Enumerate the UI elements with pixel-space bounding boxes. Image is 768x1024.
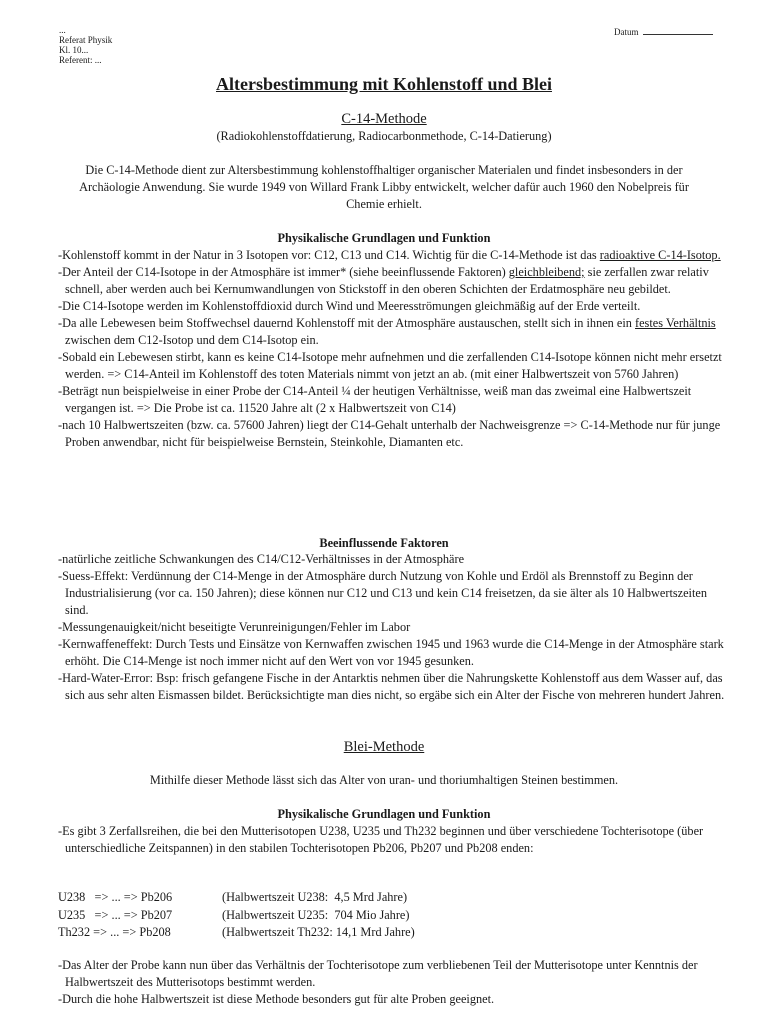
decay-halflife: (Halbwertszeit U238: 4,5 Mrd Jahre) <box>222 890 408 904</box>
blei-heading: Blei-Methode <box>343 739 425 755</box>
datum-label: Datum <box>614 27 639 37</box>
blei-intro: Mithilfe dieser Methode lässt sich das Alter von uran- und thoriumhaltigen Steinen bestimmen. <box>149 773 619 787</box>
header-referent: Referent: ... <box>59 55 102 65</box>
list-item: -Da alle Lebewesen beim Stoffwechsel dauernd Kohlenstoff mit der Atmosphäre austauschen, stellt sich in ihnen ein festes Verhältnis zwischen dem C12-Isotop und dem C14-Isotop ein. <box>58 316 716 347</box>
list-item: -nach 10 Halbwertszeiten (bzw. ca. 57600 Jahren) liegt der C14-Gehalt unterhalb der Nachweisgrenze => C-14-Methode nur für junge Proben anwendbar, nicht für beispielweise Bernstein, Steinkohle, Diamanten etc. <box>58 418 721 449</box>
list-item: -Beträgt nun beispielweise in einer Probe der C14-Anteil ¼ der heutigen Verhältnisse, weiß man das zweimal eine Halbwertszeit vergangen ist. => Die Probe ist ca. 11520 Jahre alt (2 x Halbwertszeit von C14) <box>58 384 692 415</box>
list-item: -Der Anteil der C14-Isotope in der Atmosphäre ist immer* (siehe beeinflussende Faktoren) gleichbleibend; sie zerfallen zwar relativ schnell, aber werden auch bei Kernumwandlungen von Stickstoff in den oberen Schichten der Erdatmosphäre neu gebildet. <box>58 265 709 296</box>
decay-chain: U238 => ... => Pb206 <box>58 890 173 904</box>
decay-halflife: (Halbwertszeit Th232: 14,1 Mrd Jahre) <box>222 925 415 939</box>
decay-row <box>58 924 718 942</box>
list-item: -Messungenauigkeit/nicht beseitigte Verunreinigungen/Fehler im Labor <box>58 620 411 634</box>
header-info <box>59 25 112 65</box>
c14-grundlagen-list <box>58 247 730 451</box>
c14-aliases: (Radiokohlenstoffdatierung, Radiocarbonmethode, C-14-Datierung) <box>216 129 552 143</box>
header-subject: Referat Physik <box>59 35 113 45</box>
list-item: -Das Alter der Probe kann nun über das Verhältnis der Tochterisotope zum verbliebenen Teil der Mutterisotope unter Kenntnis der Halbwertszeit des Mutterisotops bestimmt werden. <box>58 958 698 989</box>
c14-intro: Die C-14-Methode dient zur Altersbestimmung kohlenstoffhaltiger organischer Materialen und findet insbesonders in der Archäologie Anwendung. Sie wurde 1949 von Willard Frank Libby entwickelt, welcher dafür auch 1960 den Nobelpreis für Chemie erhielt. <box>79 163 689 211</box>
c14-faktoren-heading: Beeinflussende Faktoren <box>319 536 449 550</box>
c14-grundlagen-heading: Physikalische Grundlagen und Funktion <box>277 231 491 245</box>
list-item: -Hard-Water-Error: Bsp: frisch gefangene Fische in der Antarktis nehmen über die Nahrungskette Kohlenstoff aus dem Wasser auf, das sich aus sehr alten Eismassen bildet. Berücksichtigte man dies nicht, so ergäbe sich ein Alter der Fische von mehreren hundert Jahren. <box>58 671 725 702</box>
header-dots: ... <box>59 25 66 35</box>
header-class: Kl. 10... <box>59 45 89 55</box>
list-item: -Kernwaffeneffekt: Durch Tests und Einsätze von Kernwaffen zwischen 1945 und 1963 wurde die C14-Menge in der Atmosphäre stark erhöht. Die C14-Menge ist noch immer nicht auf den Wert von vor 1945 gesunken. <box>58 637 724 668</box>
blei-ergebnis-list <box>58 957 730 1008</box>
decay-row <box>58 889 718 907</box>
blei-grundlagen-heading: Physikalische Grundlagen und Funktion <box>277 807 491 821</box>
decay-halflife: (Halbwertszeit U235: 704 Mio Jahre) <box>222 907 410 922</box>
datum-line <box>643 26 713 35</box>
list-item: -Suess-Effekt: Verdünnung der C14-Menge in der Atmosphäre durch Nutzung von Kohle und Erdöl als Brennstoff zu Beginn der Industrialisierung (vor ca. 150 Jahren); diese können nur C12 und C13 und kein C14 freisetzen, da sie älter als 10 Halbwertszeiten sind. <box>58 569 707 617</box>
list-item: -Kohlenstoff kommt in der Natur in 3 Isotopen vor: C12, C13 und C14. Wichtig für die C-14-Methode ist das radioaktive C-14-Isotop. <box>58 248 721 262</box>
c14-heading: C-14-Methode <box>341 111 427 127</box>
list-item: -Die C14-Isotope werden im Kohlenstoffdioxid durch Wind und Meeresströmungen gleichmäßig auf der Erde verteilt. <box>58 299 641 313</box>
document-title: Altersbestimmung mit Kohlenstoff und Blei <box>215 74 552 94</box>
list-item: -Es gibt 3 Zerfallsreihen, die bei den Mutterisotopen U238, U235 und Th232 beginnen und über verschiedene Tochterisotope (über unterschiedliche Zeitspannen) in den stabilen Tochterisotopen Pb206, Pb207 und Pb208 enden: <box>58 824 704 855</box>
decay-row <box>58 907 718 925</box>
decay-chain: Th232 => ... => Pb208 <box>58 925 171 939</box>
decay-series-table <box>58 889 718 942</box>
c14-faktoren-list <box>58 551 730 704</box>
list-item: -natürliche zeitliche Schwankungen des C14/C12-Verhältnisses in der Atmosphäre <box>58 552 465 566</box>
list-item: -Durch die hohe Halbwertszeit ist diese Methode besonders gut für alte Proben geeignet. <box>58 992 495 1006</box>
decay-chain: U235 => ... => Pb207 <box>58 907 173 922</box>
list-item: -Sobald ein Lebewesen stirbt, kann es keine C14-Isotope mehr aufnehmen und die zerfallenden C14-Isotope können nicht mehr ersetzt werden. => C14-Anteil im Kohlenstoff des toten Materials nimmt von jetzt an ab. (mit einer Halbwertszeit von 5760 Jahren) <box>58 350 722 381</box>
header-datum <box>614 26 713 37</box>
blei-grundlagen-list <box>58 823 730 857</box>
